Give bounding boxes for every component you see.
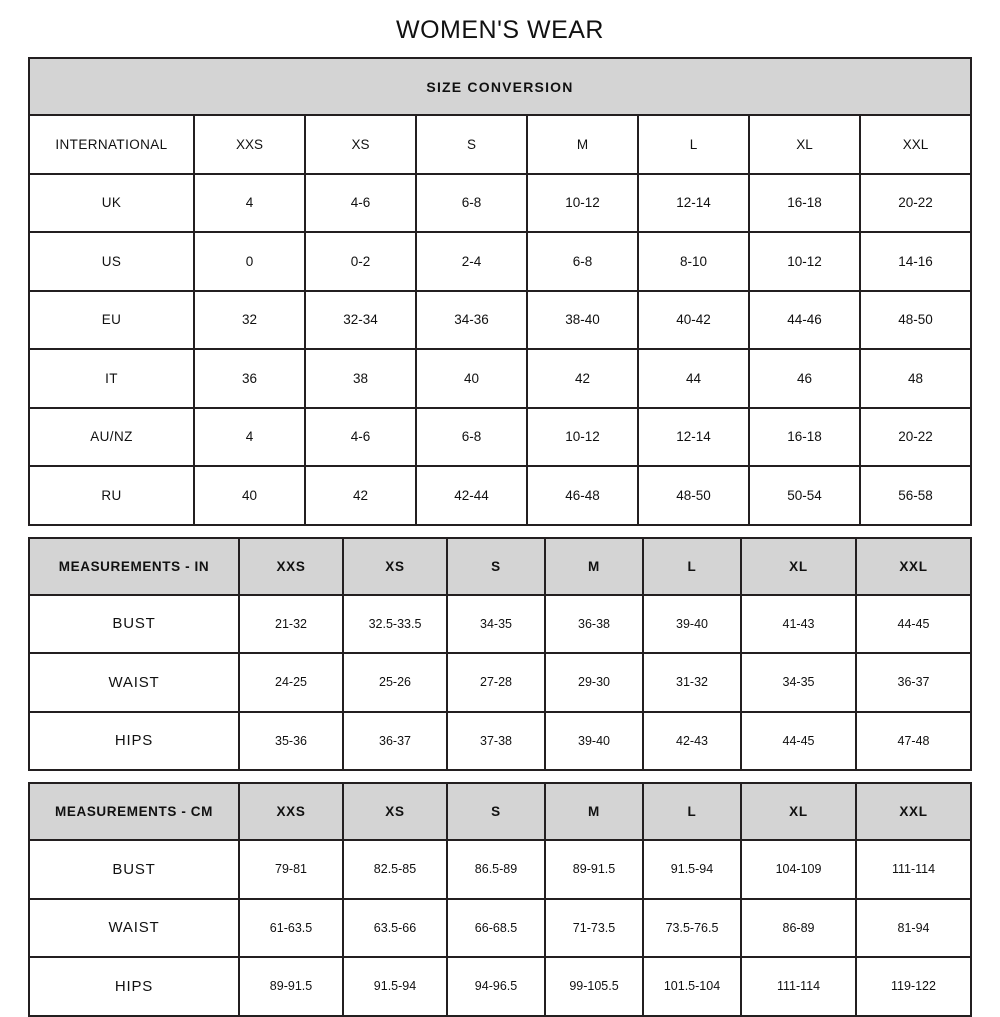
column-header-l: L (643, 783, 741, 840)
cell-value: 44-45 (741, 712, 856, 771)
cell-value: 36-37 (343, 712, 447, 771)
cell-value: 4-6 (305, 408, 416, 467)
row-label: WAIST (29, 653, 239, 712)
table-header-row (29, 115, 971, 174)
cell-value: 8-10 (638, 232, 749, 291)
cell-value: 31-32 (643, 653, 741, 712)
cell-value: 36-38 (545, 595, 643, 654)
cell-value: 12-14 (638, 408, 749, 467)
cell-value: 27-28 (447, 653, 545, 712)
cell-value: 10-12 (527, 174, 638, 233)
cell-value: 44 (638, 349, 749, 408)
cell-value: 89-91.5 (545, 840, 643, 899)
cell-value: 25-26 (343, 653, 447, 712)
column-header-l: L (643, 538, 741, 595)
cell-value: 101.5-104 (643, 957, 741, 1016)
row-label: BUST (29, 840, 239, 899)
cell-value: 0 (194, 232, 305, 291)
cell-value: 66-68.5 (447, 899, 545, 958)
cell-value: 119-122 (856, 957, 971, 1016)
cell-value: 29-30 (545, 653, 643, 712)
column-header-m: M (527, 115, 638, 174)
cell-value: 111-114 (856, 840, 971, 899)
column-header-xxs: XXS (194, 115, 305, 174)
column-header-measurements-in: MEASUREMENTS - IN (29, 538, 239, 595)
cell-value: 44-46 (749, 291, 860, 350)
cell-value: 42-44 (416, 466, 527, 525)
column-header-xl: XL (741, 538, 856, 595)
table-row (29, 712, 971, 771)
column-header-measurements-cm: MEASUREMENTS - CM (29, 783, 239, 840)
column-header-xl: XL (749, 115, 860, 174)
cell-value: 61-63.5 (239, 899, 343, 958)
column-header-s: S (447, 783, 545, 840)
cell-value: 4-6 (305, 174, 416, 233)
size-conversion-table (28, 57, 972, 526)
row-label: AU/NZ (29, 408, 194, 467)
row-label: WAIST (29, 899, 239, 958)
column-header-l: L (638, 115, 749, 174)
cell-value: 104-109 (741, 840, 856, 899)
cell-value: 46 (749, 349, 860, 408)
cell-value: 111-114 (741, 957, 856, 1016)
table-row (29, 466, 971, 525)
cell-value: 82.5-85 (343, 840, 447, 899)
cell-value: 32 (194, 291, 305, 350)
table-banner-row (29, 58, 971, 115)
column-header-xl: XL (741, 783, 856, 840)
measurements-cm-table (28, 782, 972, 1017)
column-header-m: M (545, 538, 643, 595)
column-header-m: M (545, 783, 643, 840)
column-header-xxl: XXL (856, 783, 971, 840)
cell-value: 50-54 (749, 466, 860, 525)
row-label: IT (29, 349, 194, 408)
cell-value: 16-18 (749, 408, 860, 467)
cell-value: 12-14 (638, 174, 749, 233)
cell-value: 38 (305, 349, 416, 408)
cell-value: 21-32 (239, 595, 343, 654)
cell-value: 6-8 (416, 408, 527, 467)
cell-value: 79-81 (239, 840, 343, 899)
row-label: US (29, 232, 194, 291)
measurements-in-table (28, 537, 972, 772)
cell-value: 36-37 (856, 653, 971, 712)
table-row (29, 232, 971, 291)
cell-value: 91.5-94 (343, 957, 447, 1016)
row-label: UK (29, 174, 194, 233)
cell-value: 73.5-76.5 (643, 899, 741, 958)
cell-value: 42 (305, 466, 416, 525)
cell-value: 42-43 (643, 712, 741, 771)
size-conversion-banner: SIZE CONVERSION (29, 58, 971, 115)
cell-value: 91.5-94 (643, 840, 741, 899)
cell-value: 32.5-33.5 (343, 595, 447, 654)
cell-value: 34-35 (741, 653, 856, 712)
cell-value: 39-40 (545, 712, 643, 771)
row-label: EU (29, 291, 194, 350)
table-row (29, 957, 971, 1016)
table-row (29, 653, 971, 712)
cell-value: 46-48 (527, 466, 638, 525)
cell-value: 36 (194, 349, 305, 408)
table-header-row (29, 538, 971, 595)
column-header-xs: XS (343, 783, 447, 840)
cell-value: 6-8 (416, 174, 527, 233)
table-row (29, 349, 971, 408)
cell-value: 24-25 (239, 653, 343, 712)
cell-value: 14-16 (860, 232, 971, 291)
column-header-xs: XS (343, 538, 447, 595)
cell-value: 20-22 (860, 174, 971, 233)
cell-value: 4 (194, 408, 305, 467)
table-row (29, 595, 971, 654)
cell-value: 38-40 (527, 291, 638, 350)
table-header-row (29, 783, 971, 840)
cell-value: 41-43 (741, 595, 856, 654)
cell-value: 20-22 (860, 408, 971, 467)
cell-value: 89-91.5 (239, 957, 343, 1016)
cell-value: 2-4 (416, 232, 527, 291)
cell-value: 32-34 (305, 291, 416, 350)
cell-value: 86.5-89 (447, 840, 545, 899)
column-header-xxl: XXL (856, 538, 971, 595)
column-header-s: S (416, 115, 527, 174)
cell-value: 40 (416, 349, 527, 408)
cell-value: 34-36 (416, 291, 527, 350)
cell-value: 63.5-66 (343, 899, 447, 958)
cell-value: 94-96.5 (447, 957, 545, 1016)
cell-value: 40-42 (638, 291, 749, 350)
cell-value: 44-45 (856, 595, 971, 654)
cell-value: 39-40 (643, 595, 741, 654)
cell-value: 6-8 (527, 232, 638, 291)
cell-value: 71-73.5 (545, 899, 643, 958)
cell-value: 99-105.5 (545, 957, 643, 1016)
cell-value: 56-58 (860, 466, 971, 525)
cell-value: 47-48 (856, 712, 971, 771)
column-header-s: S (447, 538, 545, 595)
cell-value: 40 (194, 466, 305, 525)
cell-value: 48-50 (860, 291, 971, 350)
table-row (29, 840, 971, 899)
table-row (29, 291, 971, 350)
row-label: BUST (29, 595, 239, 654)
cell-value: 48-50 (638, 466, 749, 525)
cell-value: 34-35 (447, 595, 545, 654)
cell-value: 10-12 (527, 408, 638, 467)
cell-value: 4 (194, 174, 305, 233)
table-row (29, 174, 971, 233)
row-label: HIPS (29, 957, 239, 1016)
table-row (29, 408, 971, 467)
cell-value: 42 (527, 349, 638, 408)
column-header-xxl: XXL (860, 115, 971, 174)
column-header-xxs: XXS (239, 783, 343, 840)
row-label: RU (29, 466, 194, 525)
cell-value: 35-36 (239, 712, 343, 771)
cell-value: 48 (860, 349, 971, 408)
cell-value: 86-89 (741, 899, 856, 958)
column-header-international: INTERNATIONAL (29, 115, 194, 174)
cell-value: 81-94 (856, 899, 971, 958)
cell-value: 37-38 (447, 712, 545, 771)
row-label: HIPS (29, 712, 239, 771)
cell-value: 16-18 (749, 174, 860, 233)
cell-value: 0-2 (305, 232, 416, 291)
page-title: WOMEN'S WEAR (396, 16, 604, 44)
column-header-xs: XS (305, 115, 416, 174)
table-row (29, 899, 971, 958)
cell-value: 10-12 (749, 232, 860, 291)
column-header-xxs: XXS (239, 538, 343, 595)
